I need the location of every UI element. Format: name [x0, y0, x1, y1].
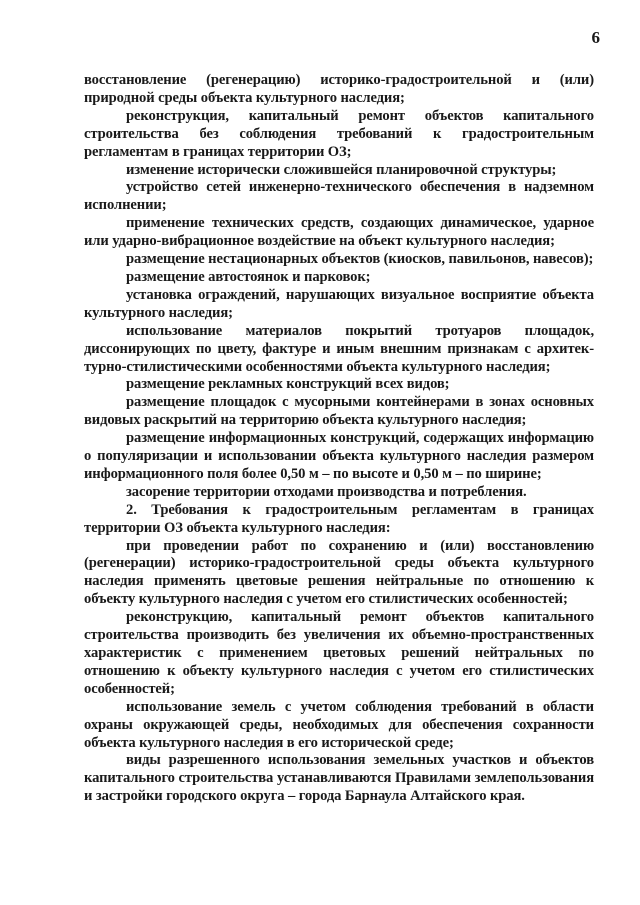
paragraph: восстановление (регенерацию) историко-градостроительной и (или) природной среды объекта культурного наследия;	[84, 72, 594, 106]
paragraph: засорение территории отходами производства и потребления.	[126, 483, 527, 500]
paragraph: устройство сетей инженерно-технического обеспечения в надземном исполнении;	[84, 179, 594, 214]
paragraph: изменение исторически сложившейся планировочной структуры;	[126, 161, 557, 178]
paragraph: использование земель с учетом соблюдения требований в области охраны окружающей среды, необходимых для обеспечения сохранности объекта культурного наследия в его исторической среде;	[84, 698, 594, 751]
paragraph: применение технических средств, создающих динамическое, ударное или ударно-вибрационное воздействие на объект культурного наследия;	[84, 215, 594, 250]
paragraph: использование материалов покрытий тротуаров площадок, диссонирующих по цвету, фактуре и иным внешним признакам с архитек-турно-стилистическими особенностями объекта культурного наследия;	[84, 322, 594, 375]
paragraph: реконструкция, капитальный ремонт объектов капитального строительства без соблюдения требований к градостроительным регламентам в границах территории ОЗ;	[84, 107, 594, 160]
paragraph: размещение нестационарных объектов (киосков, павильонов, навесов);	[126, 251, 594, 268]
paragraph: размещение автостоянок и парковок;	[126, 268, 371, 285]
paragraph: реконструкцию, капитальный ремонт объектов капитального строительства производить без увеличения их объемно-пространственных характеристик с применением цветовых решений нейтральных по отношению к объекту культурного наследия с учетом его стилистических особенностей;	[84, 609, 594, 697]
page-number: 6	[591, 28, 600, 47]
paragraph: размещение площадок с мусорными контейнерами в зонах основных видовых раскрытий на территорию объекта культурного наследия;	[84, 394, 594, 429]
paragraph: установка ограждений, нарушающих визуальное восприятие объекта культурного наследия;	[84, 286, 594, 321]
document-body	[84, 72, 594, 806]
paragraph: виды разрешенного использования земельных участков и объектов капитального строительства устанавливаются Правилами землепользования и застройки городского округа – города Барнаула Алтайского края.	[84, 752, 594, 805]
paragraph: размещение информационных конструкций, содержащих информацию о популяризации и использовании объекта культурного наследия размером информационного поля более 0,50 м – по высоте и 0,50 м – по ширине;	[84, 430, 594, 482]
paragraph: размещение рекламных конструкций всех видов;	[126, 376, 450, 393]
section-heading-paragraph: 2. Требования к градостроительным регламентам в границах территории ОЗ объекта культурного наследия:	[84, 501, 594, 536]
paragraph: при проведении работ по сохранению и (или) восстановлению (регенерации) историко-градостроительной среды объекта культурного наследия применять цветовые решения нейтральные по отношению к объекту культурного наследия с учетом его стилистических особенностей;	[84, 537, 594, 608]
